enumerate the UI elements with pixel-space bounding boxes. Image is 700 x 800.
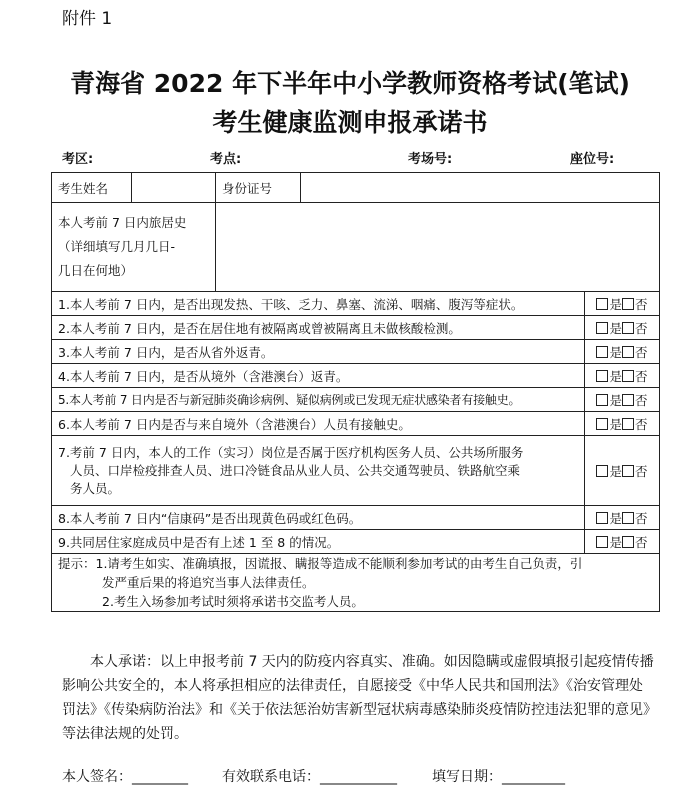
seat-number-label: 座位号: [570,152,615,167]
question-4: 4.本人考前 7 日内，是否从境外（含港澳台）返青。 [52,364,585,388]
checkbox-no[interactable] [622,465,634,477]
id-field[interactable] [301,173,660,203]
yes-no-choice[interactable]: 是 否 [585,506,660,530]
question-5: 5.本人考前 7 日内是否与新冠肺炎确诊病例、疑似病例或已发现无症状感染者有接触史。 [52,388,585,412]
checkbox-yes[interactable] [596,536,608,548]
travel-history-label: 本人考前 7 日内旅居史 （详细填写几月几日- 几日在何地） [52,203,216,292]
question-8: 8.本人考前 7 日内“信康码”是否出现黄色码或红色码。 [52,506,585,530]
page-subtitle: 考生健康监测申报承诺书 [212,108,488,137]
yes-no-choice[interactable]: 是 否 [585,364,660,388]
checkbox-no[interactable] [622,394,634,406]
travel-history-field[interactable] [216,203,660,292]
question-2: 2.本人考前 7 日内，是否在居住地有被隔离或曾被隔离且未做核酸检测。 [52,316,585,340]
question-3: 3.本人考前 7 日内，是否从省外返青。 [52,340,585,364]
checkbox-no[interactable] [622,512,634,524]
checkbox-yes[interactable] [596,322,608,334]
date-field[interactable]: 填写日期：_________ [432,769,565,785]
yes-no-choice[interactable]: 是 否 [585,340,660,364]
exam-site-label: 考点: [210,152,242,167]
signature-field[interactable]: 本人签名：________ [62,769,188,785]
checkbox-yes[interactable] [596,370,608,382]
checkbox-yes[interactable] [596,512,608,524]
checkbox-no[interactable] [622,536,634,548]
phone-field[interactable]: 有效联系电话：___________ [222,769,397,785]
checkbox-no[interactable] [622,418,634,430]
pledge-paragraph: 本人承诺：以上申报考前 7 天内的防疫内容真实、准确。如因隐瞒或虚假填报引起疫情传播影响公共安全的，本人将承担相应的法律责任，自愿接受《中华人民共和国刑法》《治安管理处罚法》《传染病防治法》和《关于依法惩治妨害新型冠状病毒感染肺炎疫情防控违法犯罪的意见》等法律法规的处罚。 [62,654,654,742]
checkbox-yes[interactable] [596,394,608,406]
name-field[interactable] [132,173,216,203]
checkbox-yes[interactable] [596,418,608,430]
name-label: 考生姓名 [52,173,132,203]
checkbox-yes[interactable] [596,465,608,477]
question-9: 9.共同居住家庭成员中是否有上述 1 至 8 的情况。 [52,530,585,554]
health-declaration-table [51,172,660,612]
yes-no-choice[interactable]: 是 否 [585,292,660,316]
yes-no-choice[interactable]: 是 否 [585,388,660,412]
yes-no-choice[interactable]: 是 否 [585,436,660,506]
exam-room-label: 考场号: [408,152,453,167]
yes-no-choice[interactable]: 是 否 [585,530,660,554]
checkbox-yes[interactable] [596,346,608,358]
checkbox-no[interactable] [622,346,634,358]
yes-no-choice[interactable]: 是 否 [585,412,660,436]
checkbox-no[interactable] [622,322,634,334]
page-title: 青海省 2022 年下半年中小学教师资格考试(笔试) [70,69,630,98]
checkbox-no[interactable] [622,370,634,382]
yes-no-choice[interactable]: 是 否 [585,316,660,340]
id-label: 身份证号 [216,173,301,203]
notice-box: 提示：1.请考生如实、准确填报，因谎报、瞒报等造成不能顺利参加考试的由考生自己负责，引 发严重后果的将追究当事人法律责任。 2.考生入场参加考试时须将承诺书交监考人员。 [52,554,660,612]
checkbox-yes[interactable] [596,298,608,310]
question-7: 7.考前 7 日内，本人的工作（实习）岗位是否属于医疗机构医务人员、公共场所服务 人员、口岸检疫排查人员、进口冷链食品从业人员、公共交通驾驶员、铁路航空乘 务人员。 [52,436,585,506]
exam-district-label: 考区: [62,152,94,167]
attachment-label: 附件 1 [62,9,113,29]
question-1: 1.本人考前 7 日内，是否出现发热、干咳、乏力、鼻塞、流涕、咽痛、腹泻等症状。 [52,292,585,316]
checkbox-no[interactable] [622,298,634,310]
question-6: 6.本人考前 7 日内是否与来自境外（含港澳台）人员有接触史。 [52,412,585,436]
